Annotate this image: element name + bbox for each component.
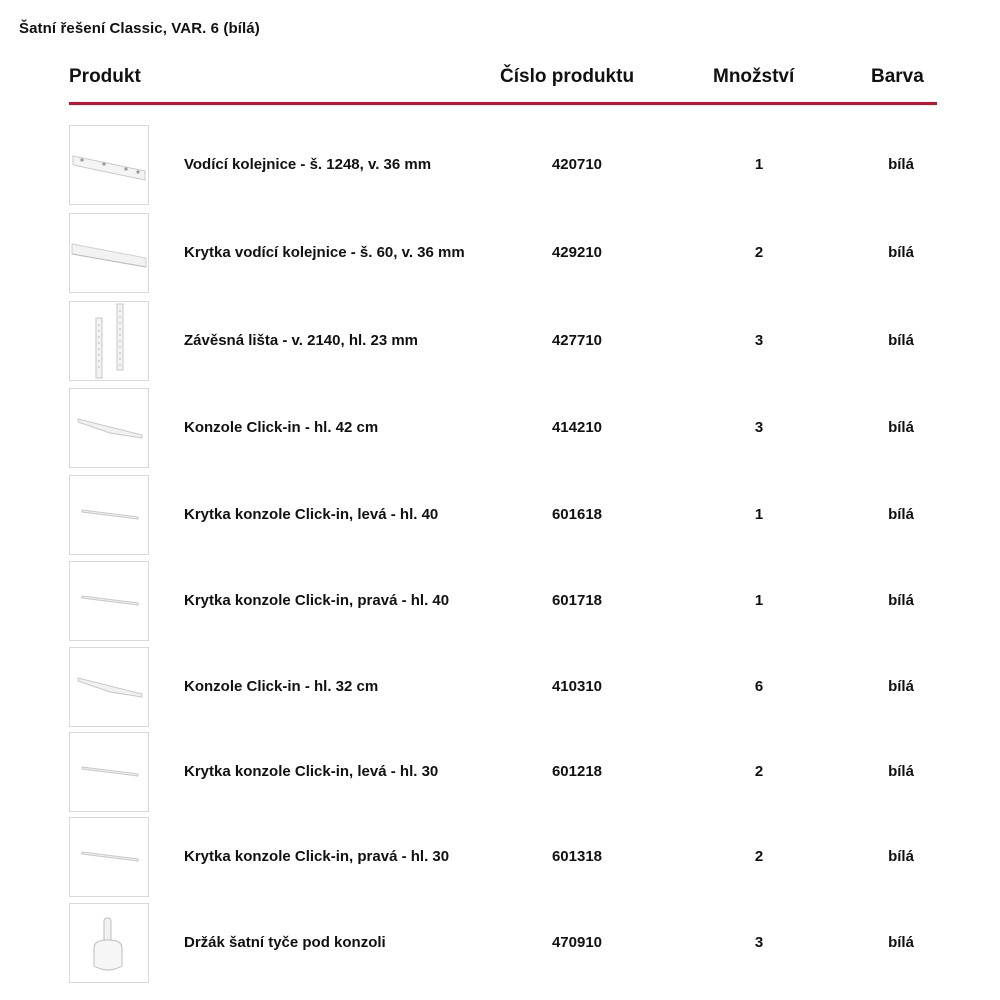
table-row [69, 647, 937, 729]
header-product-number: Číslo produktu [500, 66, 635, 87]
product-thumbnail [69, 561, 149, 641]
header-color: Barva [871, 66, 924, 87]
product-color: bílá [888, 156, 914, 173]
table-row [69, 732, 937, 814]
table-row [69, 903, 937, 985]
product-color: bílá [888, 848, 914, 865]
product-thumbnail [69, 125, 149, 205]
product-name: Krytka vodící kolejnice - š. 60, v. 36 mm [184, 244, 465, 261]
header-product: Produkt [69, 66, 141, 87]
product-color: bílá [888, 506, 914, 523]
product-quantity: 1 [754, 156, 764, 173]
product-thumbnail [69, 732, 149, 812]
product-name: Závěsná lišta - v. 2140, hl. 23 mm [184, 332, 419, 349]
product-number: 420710 [551, 156, 603, 173]
product-color: bílá [888, 592, 914, 609]
product-thumbnail [69, 817, 149, 897]
product-quantity: 3 [754, 332, 764, 349]
product-number: 601618 [551, 506, 603, 523]
table-header [69, 66, 937, 94]
product-thumbnail [69, 301, 149, 381]
product-number: 601218 [551, 763, 603, 780]
product-color: bílá [888, 678, 914, 695]
product-name: Držák šatní tyče pod konzoli [184, 934, 386, 951]
product-color: bílá [888, 332, 914, 349]
header-quantity: Množství [713, 66, 795, 87]
product-color: bílá [888, 244, 914, 261]
table-row [69, 213, 937, 295]
product-quantity: 3 [754, 419, 764, 436]
product-quantity: 3 [754, 934, 764, 951]
product-quantity: 2 [754, 244, 764, 261]
product-thumbnail [69, 388, 149, 468]
product-color: bílá [888, 763, 914, 780]
product-number: 410310 [551, 678, 603, 695]
header-divider [69, 102, 937, 105]
product-number: 429210 [551, 244, 603, 261]
product-name: Konzole Click-in - hl. 32 cm [184, 678, 379, 695]
product-name: Krytka konzole Click-in, pravá - hl. 30 [184, 848, 450, 865]
product-number: 601718 [551, 592, 603, 609]
product-quantity: 1 [754, 592, 764, 609]
product-thumbnail [69, 903, 149, 983]
page-title: Šatní řešení Classic, VAR. 6 (bílá) [19, 20, 260, 37]
table-row [69, 125, 937, 207]
table-row [69, 475, 937, 557]
table-row [69, 388, 937, 470]
product-quantity: 2 [754, 848, 764, 865]
table-row [69, 817, 937, 899]
product-number: 414210 [551, 419, 603, 436]
product-quantity: 1 [754, 506, 764, 523]
product-thumbnail [69, 213, 149, 293]
table-row [69, 301, 937, 383]
product-color: bílá [888, 934, 914, 951]
table-row [69, 561, 937, 643]
product-name: Konzole Click-in - hl. 42 cm [184, 419, 379, 436]
product-thumbnail [69, 475, 149, 555]
product-name: Krytka konzole Click-in, levá - hl. 40 [184, 506, 439, 523]
product-name: Vodící kolejnice - š. 1248, v. 36 mm [184, 156, 432, 173]
product-quantity: 6 [754, 678, 764, 695]
product-number: 427710 [551, 332, 603, 349]
product-color: bílá [888, 419, 914, 436]
product-thumbnail [69, 647, 149, 727]
product-name: Krytka konzole Click-in, levá - hl. 30 [184, 763, 439, 780]
product-name: Krytka konzole Click-in, pravá - hl. 40 [184, 592, 450, 609]
product-number: 601318 [551, 848, 603, 865]
product-quantity: 2 [754, 763, 764, 780]
product-number: 470910 [551, 934, 603, 951]
